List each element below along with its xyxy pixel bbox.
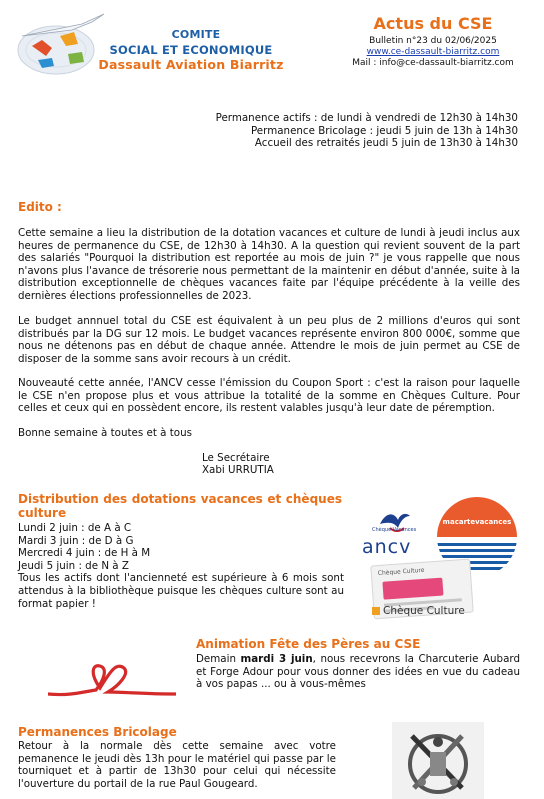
- signature-title: Le Secrétaire: [202, 452, 270, 464]
- permanence-block: [118, 112, 518, 150]
- edito-paragraph-1: Cette semaine a lieu la distribution de la dotation vacances et culture de lundi à jeudi inclus aux heures de permanence du CSE, de 12h30 à 14h30. A la question qui revient souvent de la part des salariés "Pourquoi la distribution est reportée au mois de juin ?" je vous rappelle que nous n'avons plus l'avance de trésorerie nous permettant de la maintenir en début d'année, suite à la distribution exceptionnelle de chèques vacances faite par l'équipe précédente à la veille des dernières élections professionnelles de 2023.: [18, 227, 520, 302]
- logo-line-1: COMITE: [171, 28, 221, 41]
- bricolage-heading: Permanences Bricolage: [18, 725, 177, 739]
- heart-ribbon-icon: [48, 658, 176, 708]
- distribution-list: [18, 522, 344, 610]
- tools-image: [392, 722, 484, 799]
- ancv-subtitle: Chèque-Vacances: [372, 527, 417, 533]
- fete-text: Demain mardi 3 juin, nous recevrons la Charcuterie Aubard et Forge Adour pour vous donner des idées en vue du cadeau à vos papas ... ou à vous-mêmes: [196, 653, 520, 691]
- bird-icon: [360, 508, 430, 538]
- ancv-wordmark: ancv: [362, 536, 412, 558]
- ancv-logo: [360, 508, 430, 560]
- distribution-day-3: Mercredi 4 juin : de H à M: [18, 547, 151, 560]
- cheque-culture-caption: Chèque Culture: [372, 605, 465, 618]
- fete-heading: Animation Fête des Pères au CSE: [196, 637, 421, 651]
- distribution-day-4: Jeudi 5 juin : de N à Z: [18, 559, 129, 572]
- cheque-culture-card-label: Chèque Culture: [377, 566, 425, 578]
- permanence-bricolage: Permanence Bricolage : jeudi 5 juin de 13h à 14h30: [250, 124, 518, 137]
- logo-line-2: SOCIAL ET ECONOMIQUE: [109, 43, 273, 57]
- edito-paragraph-3: Nouveauté cette année, l'ANCV cesse l'émission du Coupon Sport : c'est la raison pour laquelle le CSE n'en propose plus et vous attribue la totalité de la somme en Chèques Culture. Pour celles et ceux qui en possèdent encore, ils restent valables jusqu'à leur date de péremption.: [18, 377, 520, 415]
- permanence-actifs: Permanence actifs : de lundi à vendredi de 12h30 à 14h30: [215, 112, 518, 124]
- edito-closing: Bonne semaine à toutes et à tous: [18, 427, 192, 439]
- page-title: Actus du CSE: [373, 14, 493, 33]
- header-meta: [348, 14, 518, 69]
- cheque-culture-icon: [372, 607, 380, 615]
- bulletin-number: Bulletin n°23 du 02/06/2025: [369, 36, 497, 46]
- edito-heading: Edito :: [18, 200, 62, 214]
- logo-globe-icon: [12, 10, 108, 76]
- fete-date: mardi 3 juin: [240, 653, 313, 665]
- distribution-day-2: Mardi 3 juin : de D à G: [18, 534, 134, 547]
- bricolage-text: Retour à la normale dès cette semaine avec votre pemanence le jeudi dès 13h pour le matériel qui passe par le tourniquet et à partir de 13h30 pour celui qui nécessite l'ouverture du portail de la rue Paul Gougeard.: [18, 740, 336, 790]
- edito-paragraph-2: Le budget annnuel total du CSE est équivalent à un peu plus de 2 millions d'euros qui sont distribués par la DG sur 12 mois. Le budget vacances représente environ 800 000€, somme que nous ne détenons pas en début de chaque année. Attendre le mois de juin permet au CSE de disposer de la somme sans avoir recours à un crédit.: [18, 315, 520, 365]
- signature-name: Xabi URRUTIA: [202, 464, 274, 476]
- distribution-heading: Distribution des dotations vacances et chèques culture: [18, 492, 342, 520]
- cse-logo: [12, 8, 284, 78]
- distribution-note: Tous les actifs dont l'ancienneté est supérieure à 6 mois sont attendus à la bibliothèque puisque les chèques culture sont au format papier !: [18, 572, 344, 610]
- mail-address[interactable]: Mail : info@ce-dassault-biarritz.com: [352, 58, 514, 68]
- logo-line-3: Dassault Aviation Biarritz: [98, 57, 284, 72]
- macartevacances-wordmark: macartevacances: [442, 518, 512, 526]
- distribution-day-1: Lundi 2 juin : de A à C: [18, 522, 132, 534]
- accueil-retraites: Accueil des retraités jeudi 5 juin de 13h30 à 14h30: [254, 137, 518, 150]
- website-link[interactable]: www.ce-dassault-biarritz.com: [366, 47, 500, 57]
